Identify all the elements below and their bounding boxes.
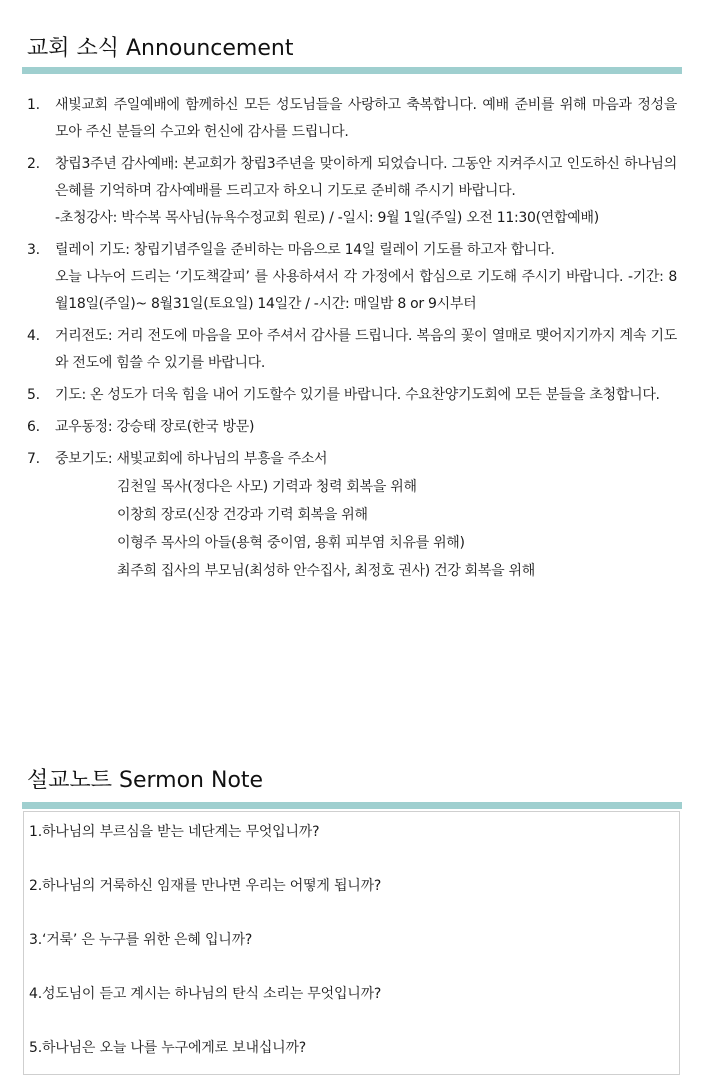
item-number: 3. <box>27 242 40 258</box>
item-number: 4. <box>27 328 40 344</box>
item-text: 기도: 온 성도가 더욱 힘을 내어 기도할수 있기를 바랍니다. 수요찬양기도회에 모든 분들을 초청합니다. <box>55 387 660 403</box>
item-text: 중보기도: 새빛교회에 하나님의 부흥을 주소서 <box>55 451 328 467</box>
sermon-question-2: 2.하나님의 거룩하신 임재를 만나면 우리는 어떻게 됩니까? <box>29 878 382 894</box>
item-text: 릴레이 기도: 창립기념주일을 준비하는 마음으로 14일 릴레이 기도를 하고자 합니다. <box>55 242 555 258</box>
prayer-line: 최주희 집사의 부모님(최성하 안수집사, 최정호 권사) 건강 회복을 위해 <box>117 563 535 579</box>
sermon-note-divider <box>22 802 682 809</box>
announcement-item-7 <box>27 446 677 585</box>
prayer-line: 김천일 목사(정다은 사모) 기력과 청력 회복을 위해 <box>117 479 417 495</box>
sermon-question-4: 4.성도님이 듣고 계시는 하나님의 탄식 소리는 무엇입니까? <box>29 986 382 1002</box>
announcement-title: 교회 소식 Announcement <box>27 36 294 61</box>
item-text: 새빛교회 주일예배에 함께하신 모든 성도님들을 사랑하고 축복합니다. 예배 준비를 위해 마음과 정성을 모아 주신 분들의 수고와 헌신에 감사를 드립니다. <box>55 97 677 140</box>
item-number: 6. <box>27 419 40 435</box>
sermon-note-box <box>23 811 680 1075</box>
announcement-list <box>27 92 677 590</box>
item-subtext: 오늘 나누어 드리는 ‘기도책갈피’ 를 사용하셔서 각 가정에서 합심으로 기도해 주시기 바랍니다. -기간: 8월18일(주일)~ 8월31일(토요일) 14일간 / -시간: 매일밤 8 or 9시부터 <box>55 269 677 312</box>
announcement-item-3 <box>27 237 677 318</box>
announcement-item-4 <box>27 323 677 377</box>
announcement-item-5 <box>27 382 677 409</box>
announcement-item-2 <box>27 151 677 232</box>
announcement-item-6 <box>27 414 677 441</box>
item-subtext: -초청강사: 박수복 목사님(뉴욕수정교회 원로) / -일시: 9월 1일(주일) 오전 11:30(연합예배) <box>55 210 599 226</box>
sermon-note-title: 설교노트 Sermon Note <box>27 768 264 793</box>
item-text: 거리전도: 거리 전도에 마음을 모아 주셔서 감사를 드립니다. 복음의 꽃이 열매로 맺어지기까지 계속 기도와 전도에 힘쓸 수 있기를 바랍니다. <box>55 328 677 371</box>
item-number: 2. <box>27 156 40 172</box>
announcement-divider <box>22 67 682 74</box>
announcement-item-1 <box>27 92 677 146</box>
item-number: 5. <box>27 387 40 403</box>
item-text: 창립3주년 감사예배: 본교회가 창립3주년을 맞이하게 되었습니다. 그동안 지켜주시고 인도하신 하나님의 은혜를 기억하며 감사예배를 드리고자 하오니 기도로 준비해 주시기 바랍니다. <box>55 156 677 199</box>
sermon-question-1: 1.하나님의 부르심을 받는 네단계는 무엇입니까? <box>29 824 320 840</box>
prayer-line: 이형주 목사의 아들(용혁 중이염, 용휘 피부염 치유를 위해) <box>117 535 465 551</box>
item-number: 7. <box>27 451 40 467</box>
item-text: 교우동정: 강승태 장로(한국 방문) <box>55 419 255 435</box>
prayer-list <box>55 473 677 585</box>
sermon-question-5: 5.하나님은 오늘 나를 누구에게로 보내십니까? <box>29 1040 307 1056</box>
sermon-question-3: 3.‘거룩’ 은 누구를 위한 은혜 입니까? <box>29 932 253 948</box>
prayer-line: 이창희 장로(신장 건강과 기력 회복을 위해 <box>117 507 368 523</box>
item-number: 1. <box>27 97 40 113</box>
